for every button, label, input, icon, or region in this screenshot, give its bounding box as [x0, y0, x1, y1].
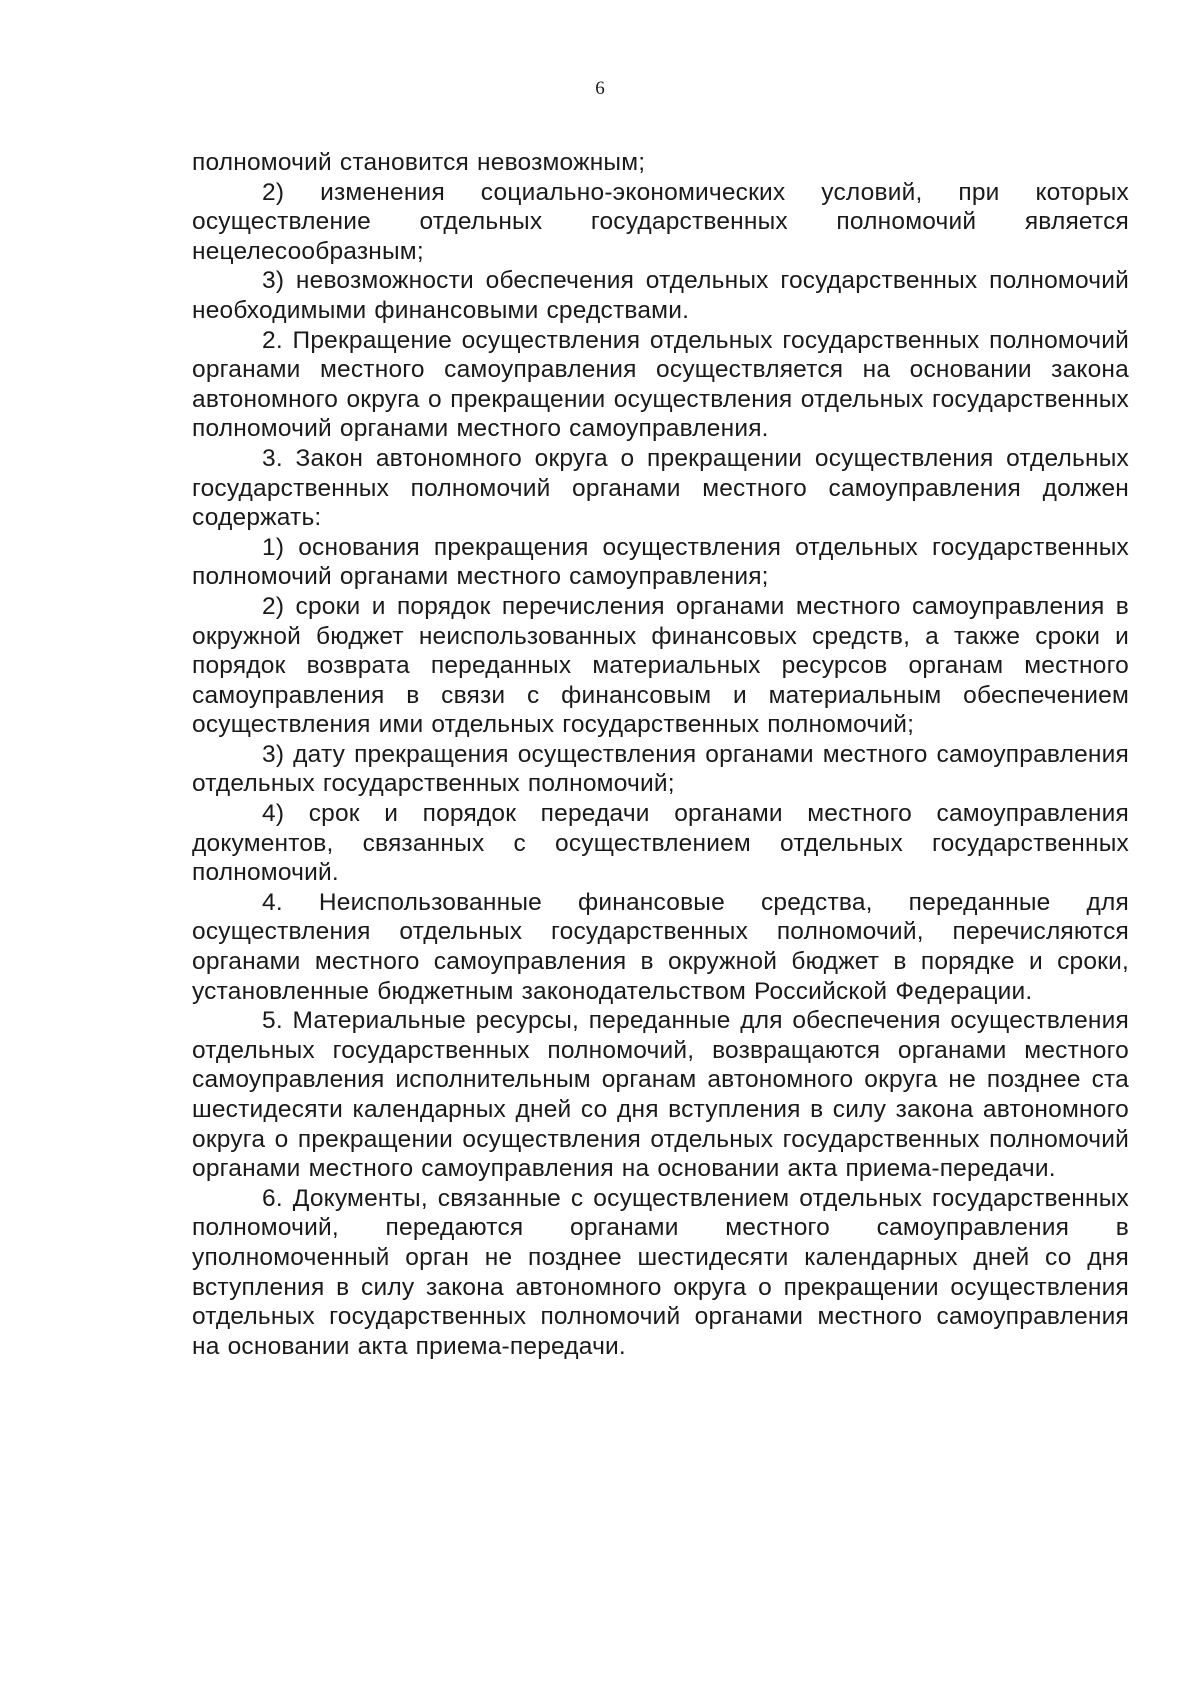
paragraph-item-3: 3) невозможности обеспечения отдельных государственных полномочий необходимыми финансовыми средствами. [192, 267, 1129, 324]
paragraph-section-6: 6. Документы, связанные с осуществлением отдельных государственных полномочий, передаются органами местного самоуправления в уполномоченный орган не позднее шестидесяти календарных дней со дня вступления в силу закона автономного округа о прекращении осуществления отдельных государственных полномочий органами местного самоуправления на основании акта приема-передачи. [192, 1184, 1129, 1360]
paragraph-continuation: полномочий становится невозможным; [192, 149, 646, 176]
paragraph-section-3: 3. Закон автономного округа о прекращении осуществления отдельных государственных полномочий органами местного самоуправления должен содержать: [192, 444, 1129, 532]
paragraph-section-5: 5. Материальные ресурсы, переданные для обеспечения осуществления отдельных государственных полномочий, возвращаются органами местного самоуправления исполнительным органам автономного округа не позднее ста шестидесяти календарных дней со дня вступления в силу закона автономного округа о прекращении осуществления отдельных государственных полномочий органами местного самоуправления на основании акта приема-передачи. [192, 1007, 1129, 1183]
paragraph-section-3-item-2: 2) сроки и порядок перечисления органами местного самоуправления в окружной бюджет неиспользованных финансовых средств, а также сроки и порядок возврата переданных материальных ресурсов органам местного самоуправления в связи с финансовым и материальным обеспечением осуществления ими отдельных государственных полномочий; [192, 592, 1129, 739]
paragraph-section-3-item-3: 3) дату прекращения осуществления органами местного самоуправления отдельных государственных полномочий; [192, 740, 1129, 798]
page-number: 6 [595, 78, 605, 99]
paragraph-section-3-item-4: 4) срок и порядок передачи органами местного самоуправления документов, связанных с осуществлением отдельных государственных полномочий. [192, 800, 1129, 887]
document-body [192, 148, 1129, 1361]
paragraph-section-2: 2. Прекращение осуществления отдельных государственных полномочий органами местного самоуправления осуществляется на основании закона автономного округа о прекращении осуществления отдельных государственных полномочий органами местного самоуправления. [192, 326, 1129, 443]
paragraph-section-3-item-1: 1) основания прекращения осуществления отдельных государственных полномочий органами местного самоуправления; [192, 533, 1129, 591]
paragraph-section-4: 4. Неиспользованные финансовые средства, переданные для осуществления отдельных государственных полномочий, перечисляются органами местного самоуправления в окружной бюджет в порядке и сроки, установленные бюджетным законодательством Российской Федерации. [192, 888, 1129, 1005]
paragraph-item-2: 2) изменения социально-экономических условий, при которых осуществление отдельных государственных полномочий является нецелесообразным; [192, 178, 1129, 265]
